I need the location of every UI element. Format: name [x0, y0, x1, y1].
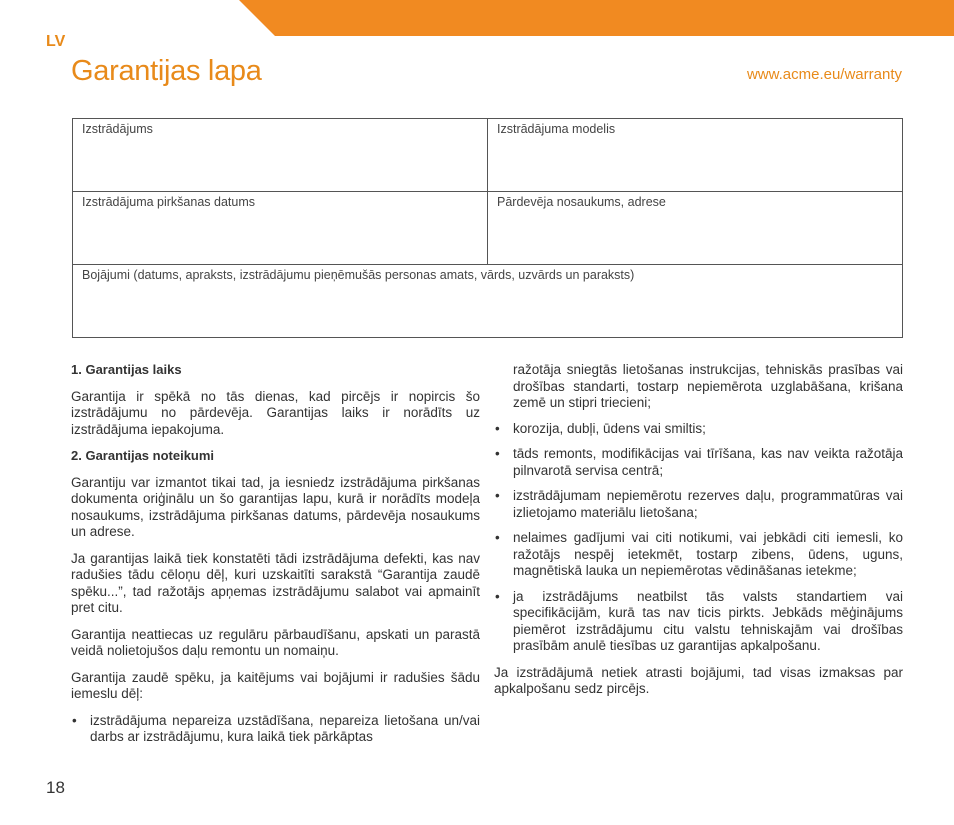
list-item	[71, 713, 480, 746]
exclusion-list	[71, 713, 480, 746]
section-heading-warranty-period: 1. Garantijas laiks	[71, 362, 182, 377]
list-item	[494, 530, 903, 580]
form-field-damages[interactable]: Bojājumi (datums, apraksts, izstrādājumu pieņēmušās personas amats, vārds, uzvārds un paraksts)	[82, 268, 635, 282]
bullet-icon: •	[495, 420, 500, 436]
list-item	[494, 362, 903, 412]
bullet-icon: •	[495, 446, 500, 461]
form-field-seller[interactable]: Pārdevēja nosaukums, adrese	[488, 192, 902, 265]
list-item-text: izstrādājumam nepiemērotu rezerves daļu, programmatūras vai izlietojamo materiālu lietošana;	[513, 488, 903, 520]
bullet-icon: •	[495, 488, 500, 503]
list-item-text: ja izstrādājums neatbilst tās valsts standartiem vai specifikācijām, kurā tas nav ticis pirkts. Jebkāds mēģinājums piemērot izstrādājumu citu valstu tehniskajām vai drošības prasībām anulē tiesības uz garantijas apkalpošanu.	[513, 588, 903, 653]
language-label: LV	[46, 33, 66, 50]
list-item	[494, 488, 903, 521]
paragraph: Ja garantijas laikā tiek konstatēti tādi izstrādājuma defekti, kas nav radušies tādu cēloņu dēļ, kuri uzskaitīti sarakstā “Garantija zaudē spēku...”, tad ražotājs apņemas izstrādājumu salabot vai apmainīt pret citu.	[71, 550, 480, 615]
list-item	[494, 446, 903, 479]
page-title: Garantijas lapa	[71, 55, 262, 87]
paragraph: Garantija neattiecas uz regulāru pārbaudīšanu, apskati un parastā veidā nolietojušos daļu remontu un nomaiņu.	[71, 626, 480, 658]
list-item-text: korozija, dubļi, ūdens vai smiltis;	[513, 420, 706, 436]
form-field-product[interactable]: Izstrādājums	[73, 119, 488, 192]
paragraph: Garantija ir spēkā no tās dienas, kad pircējs ir nopircis šo izstrādājumu no pārdevēja. Garantijas laiks ir norādīts uz izstrādājuma iepakojuma.	[71, 388, 480, 437]
bullet-icon: •	[72, 712, 77, 728]
paragraph: Ja izstrādājumā netiek atrasti bojājumi, tad visas izmaksas par apkalpošanu sedz pircējs.	[494, 664, 903, 696]
section-heading-warranty-terms: 2. Garantijas noteikumi	[71, 448, 215, 463]
bullet-icon: •	[495, 588, 500, 604]
paragraph: Garantiju var izmantot tikai tad, ja iesniedz izstrādājuma pirkšanas dokumenta oriģinālu un šo garantijas lapu, kurā ir norādīts modeļa nosaukums, izstrādājuma pirkšanas datums, pārdevēja nosaukums un adrese.	[71, 474, 480, 539]
left-text-column	[71, 362, 480, 756]
paragraph: Garantija zaudē spēku, ja kaitējums vai bojājumi ir radušies šādu iemeslu dēļ:	[71, 669, 480, 701]
warranty-form-table	[72, 118, 903, 338]
header-orange-band	[239, 0, 954, 36]
exclusion-list-continued	[494, 362, 903, 655]
list-item-text: tāds remonts, modifikācijas vai tīrīšana, kas nav veikta ražotāja pilnvarotā servisa centrā;	[513, 446, 903, 478]
form-field-purchase-date[interactable]: Izstrādājuma pirkšanas datums	[73, 192, 488, 265]
right-text-column	[494, 362, 903, 708]
list-item	[494, 589, 903, 655]
form-field-product-model[interactable]: Izstrādājuma modelis	[488, 119, 902, 192]
page-number: 18	[46, 778, 65, 797]
list-item	[494, 421, 903, 438]
list-item-text: ražotāja sniegtās lietošanas instrukcijas, tehniskās prasības vai drošības standarti, tostarp nepiemērota uzglabāšana, krišana zemē un stipri triecieni;	[513, 362, 903, 410]
bullet-icon: •	[495, 530, 500, 545]
list-item-text: izstrādājuma nepareiza uzstādīšana, nepareiza lietošana un/vai darbs ar izstrādājumu, kura laikā tiek pārkāptas	[90, 712, 480, 744]
list-item-text: nelaimes gadījumi vai citi notikumi, vai jebkādi citi iemesli, ko ražotājs nespēj ietekmēt, tostarp zibens, ūdens, uguns, magnētiskā lauka un nepiemērotas vēdināšanas ietekme;	[513, 530, 903, 578]
warranty-url-link[interactable]: www.acme.eu/warranty	[746, 66, 902, 83]
